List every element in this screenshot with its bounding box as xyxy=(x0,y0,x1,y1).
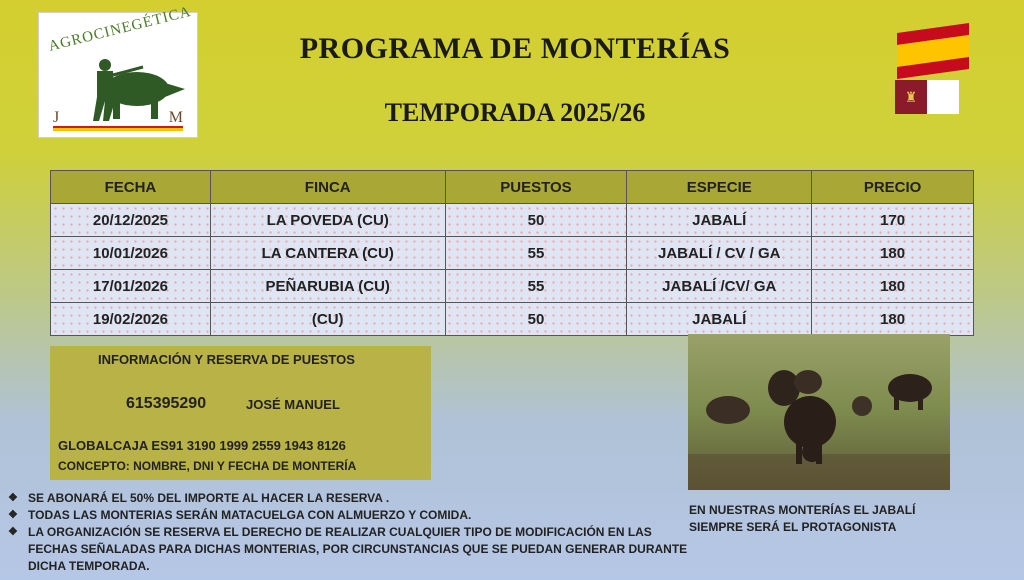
list-item xyxy=(8,507,688,524)
spain-flag-icon xyxy=(897,23,969,79)
cell-fecha: 17/01/2026 xyxy=(51,270,211,303)
cell-especie: JABALÍ /CV/ GA xyxy=(627,270,812,303)
note-text: LA ORGANIZACIÓN SE RESERVA EL DERECHO DE REALIZAR CUALQUIER TIPO DE MODIFICACIÓN EN LAS FECHAS SEÑALADAS PARA DICHAS MONTERIAS, POR CIRCUNSTANCIAS QUE SE PUEDAN GENERAR DURANTE DICHA TEMPORADA. xyxy=(28,525,688,573)
wild-boars-photo xyxy=(688,334,950,490)
table-row xyxy=(51,270,974,303)
cell-fecha: 20/12/2025 xyxy=(51,204,211,237)
castilla-la-mancha-flag-icon xyxy=(895,80,959,114)
table-row xyxy=(51,204,974,237)
conditions-list xyxy=(8,490,688,575)
reservation-heading: INFORMACIÓN Y RESERVA DE PUESTOS xyxy=(98,352,355,367)
cell-especie: JABALÍ xyxy=(627,204,812,237)
cell-finca: PEÑARUBIA (CU) xyxy=(210,270,445,303)
photo-caption xyxy=(689,502,915,536)
list-item xyxy=(8,524,688,575)
cell-puestos: 50 xyxy=(445,303,627,336)
table-header-row xyxy=(51,171,974,204)
cell-puestos: 50 xyxy=(445,204,627,237)
logo-initial-j: J xyxy=(53,109,60,126)
logo-flag-stripe xyxy=(53,126,183,131)
season-title: TEMPORADA 2025/26 xyxy=(384,98,646,127)
cell-precio: 180 xyxy=(812,237,974,270)
list-item xyxy=(8,490,688,507)
castle-icon: ♜ xyxy=(904,88,918,105)
bank-account: GLOBALCAJA ES91 3190 1999 2559 1943 8126 xyxy=(58,438,346,453)
hunt-schedule-table xyxy=(50,170,974,336)
cell-precio: 170 xyxy=(812,204,974,237)
page-title: PROGRAMA DE MONTERÍAS xyxy=(299,32,731,65)
column-header-precio: PRECIO xyxy=(812,171,974,204)
agrocinegetica-logo xyxy=(38,3,198,138)
diamond-bullet-icon: ❖ xyxy=(8,509,18,521)
cell-finca: LA CANTERA (CU) xyxy=(210,237,445,270)
caption-line-2: SIEMPRE SERÁ EL PROTAGONISTA xyxy=(689,520,897,534)
column-header-puestos: PUESTOS xyxy=(445,171,627,204)
caption-line-1: EN NUESTRAS MONTERÍAS EL JABALÍ xyxy=(689,503,916,517)
cell-finca: (CU) xyxy=(210,303,445,336)
contact-name: JOSÉ MANUEL xyxy=(246,397,340,412)
cell-especie: JABALÍ / CV / GA xyxy=(627,237,812,270)
cell-puestos: 55 xyxy=(445,270,627,303)
payment-concept: CONCEPTO: NOMBRE, DNI Y FECHA DE MONTERÍA xyxy=(58,459,357,473)
phone-number[interactable]: 615395290 xyxy=(126,395,207,412)
reservation-info-box xyxy=(50,346,431,480)
logo-name: AGROCINEGÉTICA xyxy=(46,3,193,55)
column-header-especie: ESPECIE xyxy=(627,171,812,204)
note-text: SE ABONARÁ EL 50% DEL IMPORTE AL HACER LA RESERVA . xyxy=(28,491,390,505)
diamond-bullet-icon: ❖ xyxy=(8,526,18,538)
cell-especie: JABALÍ xyxy=(627,303,812,336)
cell-fecha: 19/02/2026 xyxy=(51,303,211,336)
table-row xyxy=(51,303,974,336)
cell-finca: LA POVEDA (CU) xyxy=(210,204,445,237)
cell-precio: 180 xyxy=(812,303,974,336)
column-header-fecha: FECHA xyxy=(51,171,211,204)
diamond-bullet-icon: ❖ xyxy=(8,492,18,504)
note-text: TODAS LAS MONTERIAS SERÁN MATACUELGA CON ALMUERZO Y COMIDA. xyxy=(28,508,472,522)
table-row xyxy=(51,237,974,270)
column-header-finca: FINCA xyxy=(210,171,445,204)
cell-fecha: 10/01/2026 xyxy=(51,237,211,270)
logo-initial-m: M xyxy=(168,109,183,126)
cell-precio: 180 xyxy=(812,270,974,303)
cell-puestos: 55 xyxy=(445,237,627,270)
